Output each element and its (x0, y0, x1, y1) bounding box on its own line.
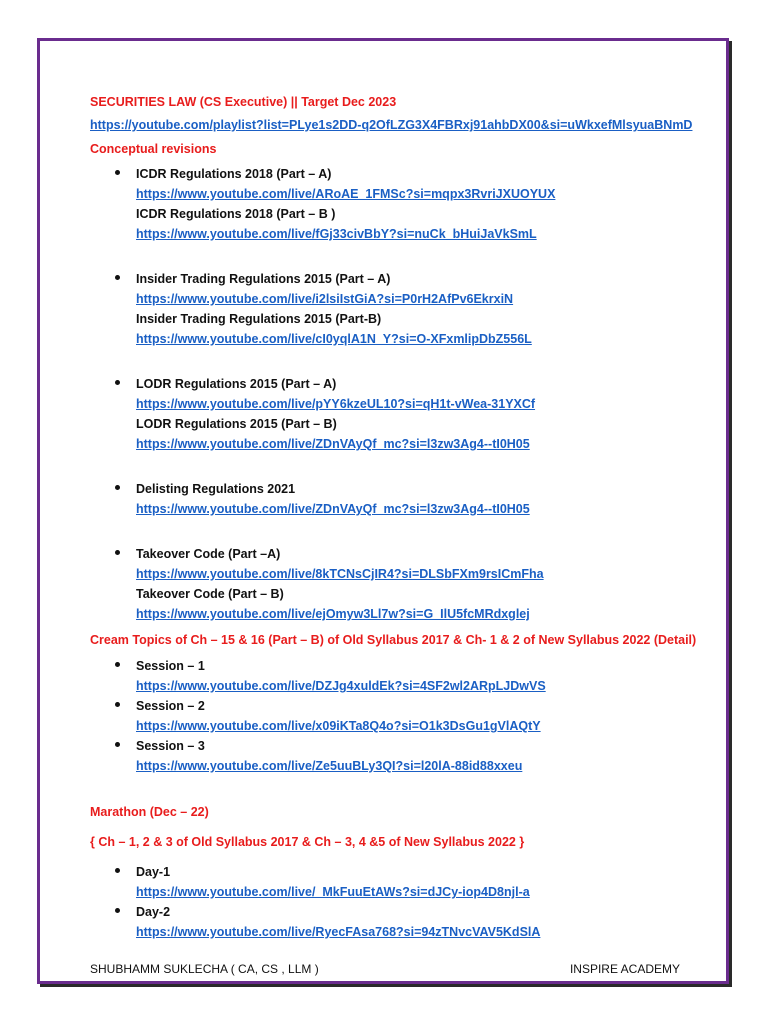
list-item (90, 656, 690, 696)
list-item (90, 736, 690, 776)
video-link[interactable]: https://www.youtube.com/live/x09iKTa8Q4o?si=O1k3DsGu1gVlAQtY (136, 719, 541, 733)
bullet-icon (115, 908, 120, 913)
list-item (90, 862, 690, 902)
conceptual-list (90, 164, 690, 624)
item-title: Session – 1 (136, 659, 205, 673)
item-title: LODR Regulations 2015 (Part – A) (136, 377, 337, 391)
video-link[interactable]: https://www.youtube.com/live/Ze5uuBLy3QI?si=l20lA-88id88xxeu (136, 759, 523, 773)
video-link[interactable]: https://www.youtube.com/live/_MkFuuEtAWs?si=dJCy-iop4D8njl-a (136, 885, 530, 899)
video-link[interactable]: https://www.youtube.com/live/ARoAE_1FMSc?si=mqpx3RvriJXUOYUX (136, 187, 556, 201)
bullet-icon (115, 742, 120, 747)
conceptual-heading: Conceptual revisions (90, 142, 217, 156)
marathon-days-list (90, 862, 690, 942)
item-title: Day-1 (136, 865, 171, 879)
item-title: Insider Trading Regulations 2015 (Part – A) (136, 272, 391, 286)
video-link[interactable]: https://www.youtube.com/live/i2lsiIstGiA?si=P0rH2AfPv6EkrxiN (136, 292, 514, 306)
list-item (90, 374, 690, 454)
cream-sessions-list (90, 656, 690, 776)
item-title: Insider Trading Regulations 2015 (Part-B) (136, 312, 382, 326)
list-item (90, 479, 690, 519)
video-link[interactable]: https://www.youtube.com/live/cI0yqlA1N_Y?si=O-XFxmlipDbZ556L (136, 332, 532, 346)
video-link[interactable]: https://www.youtube.com/live/pYY6kzeUL10?si=qH1t-vWea-31YXCf (136, 397, 536, 411)
footer-author: SHUBHAMM SUKLECHA ( CA, CS , LLM ) (90, 962, 319, 976)
list-item (90, 269, 690, 349)
list-item (90, 902, 690, 942)
video-link[interactable]: https://www.youtube.com/live/ejOmyw3Ll7w?si=G_IlU5fcMRdxglej (136, 607, 530, 621)
bullet-icon (115, 485, 120, 490)
bullet-icon (115, 868, 120, 873)
spacer (90, 244, 690, 269)
item-title: ICDR Regulations 2018 (Part – A) (136, 167, 332, 181)
bullet-icon (115, 550, 120, 555)
document-body (90, 92, 697, 942)
spacer (90, 454, 690, 479)
video-link[interactable]: https://www.youtube.com/live/ZDnVAyQf_mc?si=l3zw3Ag4--tI0H05 (136, 437, 530, 451)
item-title: Takeover Code (Part – B) (136, 587, 284, 601)
cream-topics-heading: Cream Topics of Ch – 15 & 16 (Part – B) of Old Syllabus 2017 & Ch- 1 & 2 of New Syllabus 2022 (Detail) (90, 633, 697, 647)
playlist-link[interactable]: https://youtube.com/playlist?list=PLye1s2DD-q2OfLZG3X4FBRxj91ahbDX00&si=uWkxefMlsyuaBNmD (90, 118, 693, 132)
spacer (90, 349, 690, 374)
list-item (90, 164, 690, 244)
video-link[interactable]: https://www.youtube.com/live/DZJg4xuldEk?si=4SF2wl2ARpLJDwVS (136, 679, 546, 693)
bullet-icon (115, 702, 120, 707)
list-item (90, 544, 690, 624)
bullet-icon (115, 662, 120, 667)
video-link[interactable]: https://www.youtube.com/live/ZDnVAyQf_mc?si=l3zw3Ag4--tI0H05 (136, 502, 530, 516)
item-title: LODR Regulations 2015 (Part – B) (136, 417, 337, 431)
footer-academy: INSPIRE ACADEMY (569, 962, 680, 976)
video-link[interactable]: https://www.youtube.com/live/fGj33civBbY?si=nuCk_bHuiJaVkSmL (136, 227, 537, 241)
item-title: Delisting Regulations 2021 (136, 482, 296, 496)
item-title: Session – 3 (136, 739, 205, 753)
list-item (90, 696, 690, 736)
video-link[interactable]: https://www.youtube.com/live/8kTCNsCjIR4?si=DLSbFXm9rsICmFha (136, 567, 544, 581)
bullet-icon (115, 170, 120, 175)
marathon-heading: Marathon (Dec – 22) (90, 805, 209, 819)
marathon-subtitle: { Ch – 1, 2 & 3 of Old Syllabus 2017 & Ch – 3, 4 &5 of New Syllabus 2022 } (90, 835, 525, 849)
item-title: Day-2 (136, 905, 171, 919)
item-title: Takeover Code (Part –A) (136, 547, 281, 561)
bullet-icon (115, 275, 120, 280)
page-footer (90, 962, 680, 976)
bullet-icon (115, 380, 120, 385)
item-title: ICDR Regulations 2018 (Part – B ) (136, 207, 336, 221)
video-link[interactable]: https://www.youtube.com/live/RyecFAsa768?si=94zTNvcVAV5KdSlA (136, 925, 541, 939)
document-title: SECURITIES LAW (CS Executive) || Target Dec 2023 (90, 95, 397, 109)
spacer (90, 519, 690, 544)
item-title: Session – 2 (136, 699, 205, 713)
